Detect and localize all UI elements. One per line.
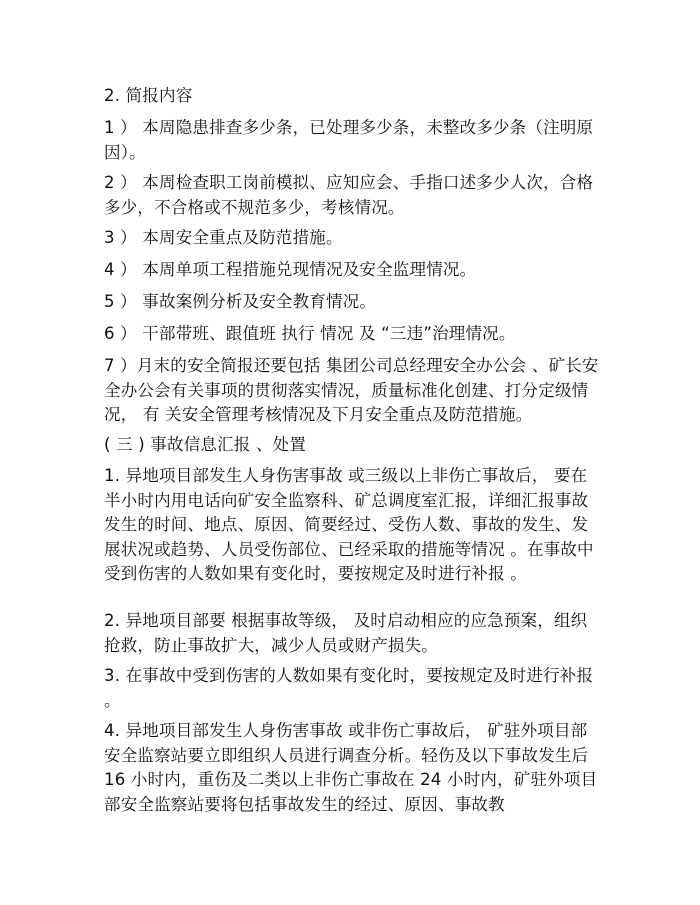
paragraph-item-5: 5 ） 事故案例分析及安全教育情况。 (104, 292, 377, 311)
paragraph-item-2: 2 ） 本周检查职工岗前模拟、应知应会、手指口述多少人次，合格多少，不合格或不规范多少，考核情况。 (104, 173, 594, 217)
section-heading-briefing-content: 2. 简报内容 (104, 86, 193, 105)
paragraph-accident-1: 1. 异地项目部发生人身伤害事故 或三级以上非伤亡事故后， 要在半小时内用电话向矿安全监察科、矿总调度室汇报，详细汇报事故发生的时间、地点、原因、简要经过、受伤人数、事故的发生、发展状况或趋势、人员受伤部位、已经采取的措施等情况 。在事故中受到伤害的人数如果有变化时，要按规定及时进行补报 。 (104, 466, 594, 583)
paragraph-accident-3: 3. 在事故中受到伤害的人数如果有变化时，要按规定及时进行补报 。 (104, 666, 594, 710)
paragraph-accident-4: 4. 异地项目部发生人身伤害事故 或非伤亡事故后， 矿驻外项目部安全监察站要立即组织人员进行调查分析。轻伤及以下事故发生后 16 小时内，重伤及二类以上非伤亡事故在 24 小时内，矿驻外项目部安全监察站要将包括事故发生的经过、原因、事故教 (104, 721, 598, 814)
paragraph-item-6: 6 ） 干部带班、跟值班 执行 情况 及 “三违”治理情况。 (104, 324, 516, 343)
paragraph-accident-2: 2. 异地项目部要 根据事故等级， 及时启动相应的应急预案，组织抢救，防止事故扩大，减少人员或财产损失。 (104, 611, 588, 655)
paragraph-item-7: 7 ）月末的安全简报还要包括 集团公司总经理安全办公会 、矿长安全办公会有关事项的贯彻落实情况，质量标准化创建、打分定级情况， 有 关安全管理考核情况及下月安全重点及防范措施。 (104, 356, 599, 424)
paragraph-item-4: 4 ） 本周单项工程措施兑现情况及安全监理情况。 (104, 260, 477, 279)
paragraph-item-1: 1 ） 本周隐患排查多少条，已处理多少条，未整改多少条（注明原因）。 (104, 118, 594, 162)
paragraph-item-3: 3 ） 本周安全重点及防范措施。 (104, 228, 343, 247)
section-heading-accident-reporting: ( 三 ) 事故信息汇报 、处置 (104, 435, 307, 454)
